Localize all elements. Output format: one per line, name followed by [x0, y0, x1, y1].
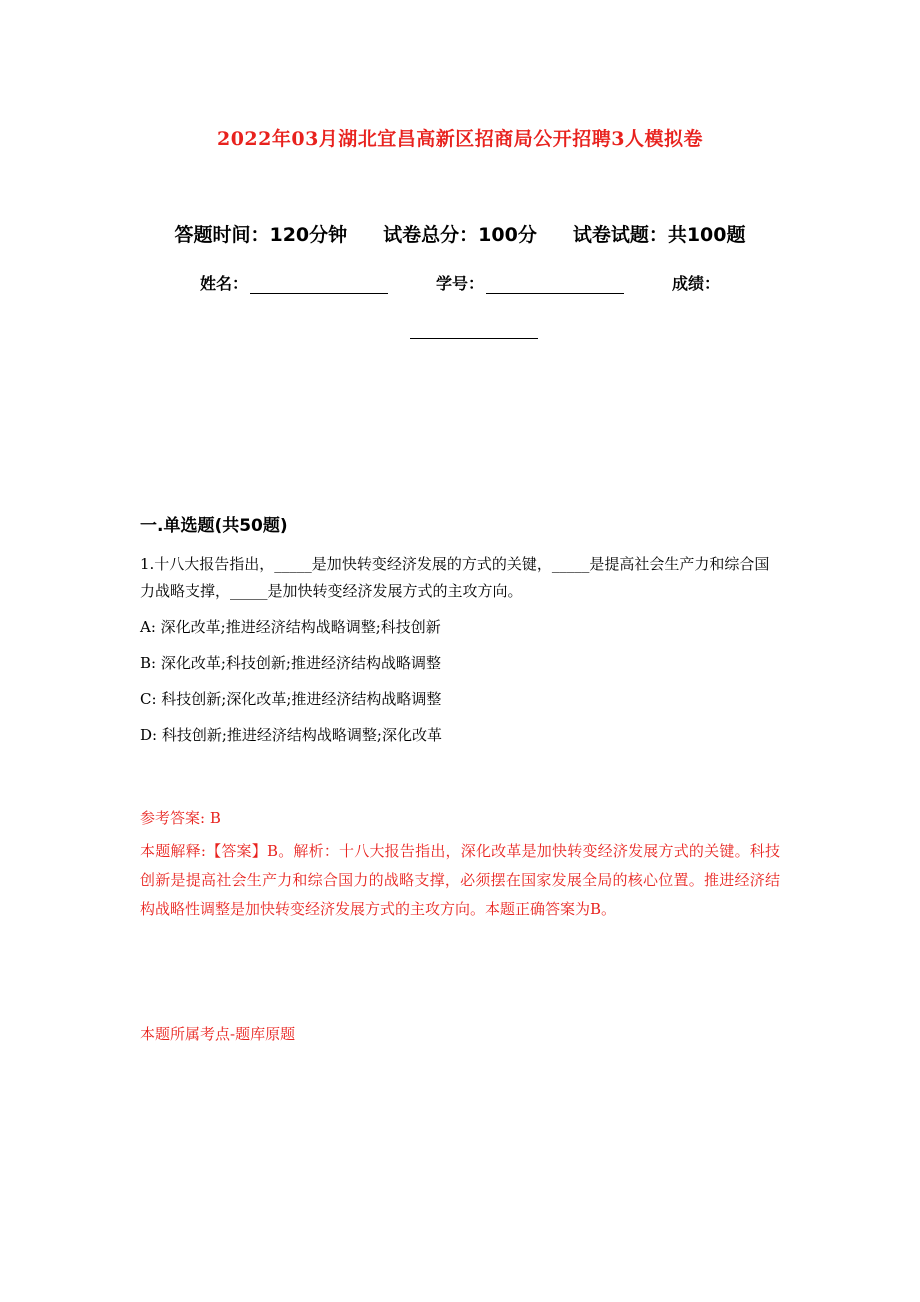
reference-answer: 参考答案: B — [140, 809, 221, 827]
score-field — [672, 271, 720, 294]
section-heading: 一.单选题(共50题) — [140, 516, 288, 536]
score-blank[interactable] — [410, 322, 538, 339]
answer-block — [140, 804, 780, 924]
student-id-blank[interactable] — [486, 277, 624, 294]
score-label: 成绩： — [672, 274, 721, 293]
name-field — [200, 271, 388, 294]
exam-time: 答题时间：120分钟 — [174, 224, 348, 246]
exam-title: 2022年03月湖北宜昌高新区招商局公开招聘3人模拟卷 — [216, 128, 704, 150]
answer-explanation: 本题解释:【答案】B。解析：十八大报告指出，深化改革是加快转变经济发展方式的关键。科技创新是提高社会生产力和综合国力的战略支撑，必须摆在国家发展全局的核心位置。推进经济结构战略性调整是加快转变经济发展方式的主攻方向。本题正确答案为B。 — [140, 842, 780, 918]
exam-total-score: 试卷总分：100分 — [383, 224, 537, 246]
exam-info-line — [0, 220, 920, 247]
name-label: 姓名： — [199, 274, 248, 293]
option-b: B: 深化改革;科技创新;推进经济结构战略调整 — [140, 654, 441, 672]
question-item — [140, 551, 780, 749]
option-a: A: 深化改革;推进经济结构战略调整;科技创新 — [140, 618, 441, 636]
student-id-field — [436, 271, 624, 294]
question-stem: 1.十八大报告指出，_____是加快转变经济发展的方式的关键，_____是提高社会生产力和综合国力战略支撑，_____是加快转变经济发展方式的主攻方向。 — [140, 555, 770, 600]
exam-question-count: 试卷试题：共100题 — [572, 224, 746, 246]
question-source: 本题所属考点-题库原题 — [140, 1025, 296, 1043]
option-d: D: 科技创新;推进经济结构战略调整;深化改革 — [140, 726, 442, 744]
student-fields — [0, 271, 920, 294]
option-c: C: 科技创新;深化改革;推进经济结构战略调整 — [140, 690, 442, 708]
student-id-label: 学号： — [435, 274, 484, 293]
name-blank[interactable] — [250, 277, 388, 294]
